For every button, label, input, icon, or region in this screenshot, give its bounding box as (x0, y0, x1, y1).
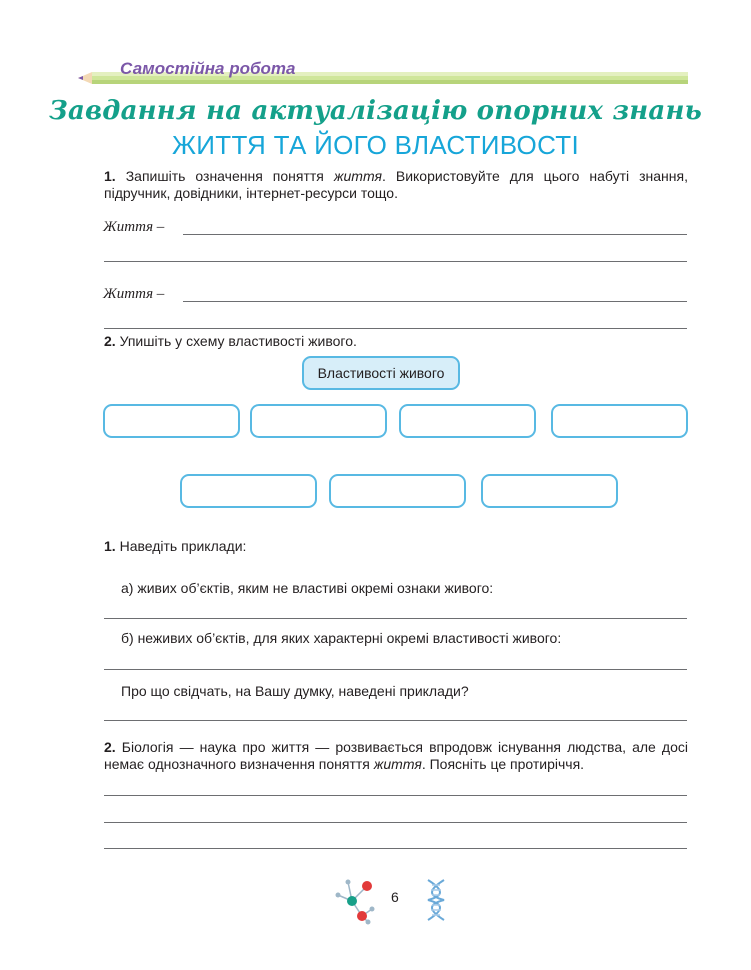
task-3-text-body: Наведіть приклади: (119, 538, 247, 554)
task-1-text-b: . Використовуйте для цього набуті знання, підручник, довідники, інтернет-ресурси тощо. (104, 168, 688, 201)
task-3-question: Про що свідчать, на Вашу думку, наведені приклади? (121, 683, 469, 699)
schema-property-box-4[interactable] (551, 404, 688, 438)
definition-line-2b[interactable] (104, 328, 687, 329)
definition-line-1a[interactable] (183, 234, 687, 235)
task-1-text-em: життя (333, 168, 382, 184)
task-4-text-em: життя (373, 756, 422, 772)
task-4-text (104, 739, 688, 773)
schema-property-box-2[interactable] (250, 404, 387, 438)
task-1-text (104, 168, 688, 202)
schema-property-box-5[interactable] (180, 474, 317, 508)
task-3-item-b: б) неживих об’єктів, для яких характерні окремі властивості живого: (121, 630, 562, 646)
schema-root-box (302, 356, 460, 390)
task-1-number: 1. (104, 168, 116, 184)
definition-label-1: Життя – (103, 219, 165, 235)
schema-property-box-1[interactable] (103, 404, 240, 438)
task-3-text (104, 538, 246, 555)
molecule-icon (334, 876, 380, 926)
task-3-number: 1. (104, 538, 116, 554)
answer-line-4c[interactable] (104, 848, 687, 849)
answer-line-question[interactable] (104, 720, 687, 721)
section-label: Самостійна робота (120, 59, 296, 78)
schema-property-box-7[interactable] (481, 474, 618, 508)
task-2-text-body: Упишіть у схему властивості живого. (119, 333, 357, 349)
schema-property-box-3[interactable] (399, 404, 536, 438)
definition-label-2: Життя – (103, 286, 165, 302)
task-4-text-b: . Поясніть це протиріччя. (421, 756, 585, 772)
task-2-number: 2. (104, 333, 116, 349)
task-4-text-a: Біологія — наука про життя — розвивається впродовж існування людства, але досі немає однозначного визначення поняття (104, 739, 688, 772)
page-title: ЖИТТЯ ТА ЙОГО ВЛАСТИВОСТІ (171, 130, 580, 160)
answer-line-4b[interactable] (104, 822, 687, 823)
definition-line-1b[interactable] (104, 261, 687, 262)
page-title-script: Завдання на актуалізацію опорних знань (49, 96, 702, 126)
task-3-item-a: а) живих об’єктів, яким не властиві окремі ознаки живого: (121, 580, 494, 596)
answer-line-b[interactable] (104, 669, 687, 670)
task-1-text-a: Запишіть означення поняття (125, 168, 334, 184)
schema-root-label: Властивості живого (317, 365, 445, 381)
answer-line-a[interactable] (104, 618, 687, 619)
dna-icon (425, 878, 447, 922)
schema-property-box-6[interactable] (329, 474, 466, 508)
page-number: 6 (391, 889, 399, 905)
definition-line-2a[interactable] (183, 301, 687, 302)
answer-line-4a[interactable] (104, 795, 687, 796)
task-2-text (104, 333, 357, 350)
task-4-number: 2. (104, 739, 116, 755)
